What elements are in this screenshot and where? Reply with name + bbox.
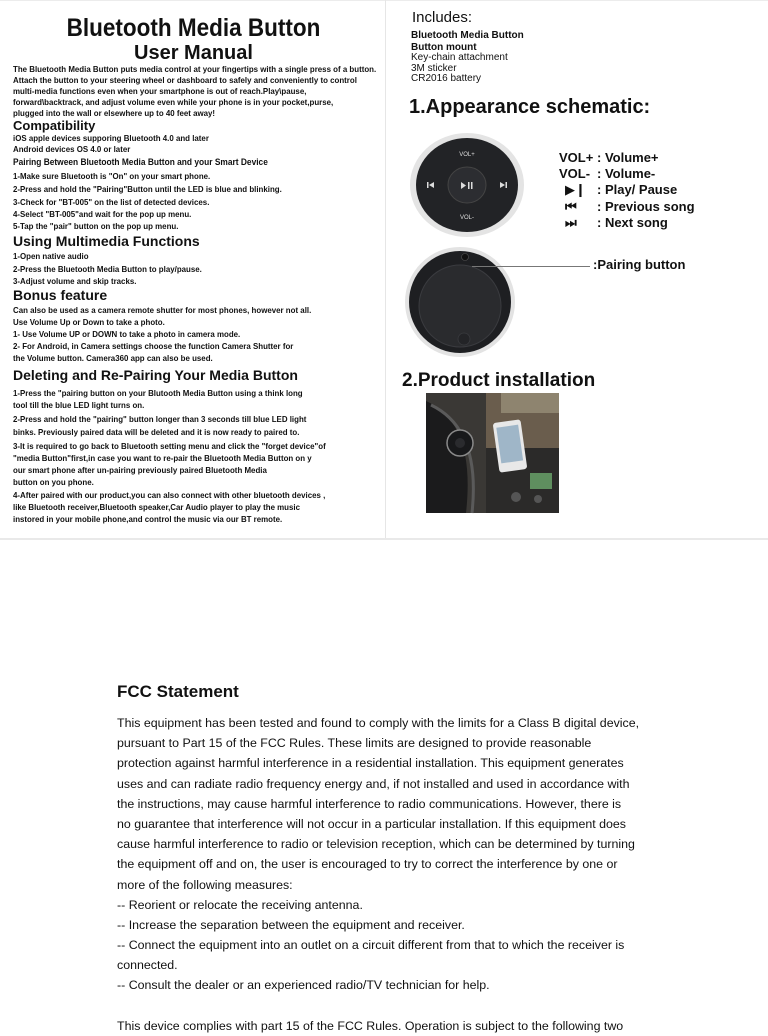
pairing-heading: Pairing Between Bluetooth Media Button and your Smart Device <box>13 157 268 167</box>
delete-line: 4-After paired with our product,you can also connect with other bluetooth devices , <box>13 490 326 500</box>
remote-center-button <box>448 167 486 203</box>
installation-heading: 2.Product installation <box>402 370 596 391</box>
bonus-heading: Bonus feature <box>13 287 108 303</box>
fcc-line: the equipment off and on, the user is encouraged to try to correct the interference by one or <box>117 857 618 872</box>
delete-line: our smart phone after un-pairing previously paired Bluetooth Media <box>13 465 267 475</box>
manual-left-column <box>1 0 386 540</box>
photo-console-knob <box>534 495 542 503</box>
fcc-line: uses and can radiate radio frequency energy and, if not installed and used in accordance with <box>117 776 630 791</box>
pairing-pointer-line <box>472 266 590 267</box>
pairing-button-hole <box>462 254 469 261</box>
photo-window <box>501 393 559 413</box>
fcc-line: -- Reorient or relocate the receiving antenna. <box>117 897 363 912</box>
media-button-front-drawing <box>409 133 525 239</box>
pairing-step: 1-Make sure Bluetooth is "On" on your smart phone. <box>13 171 211 181</box>
includes-item: Bluetooth Media Button <box>411 30 524 41</box>
vol-down-label: VOL- <box>459 215 475 221</box>
delete-line: like Bluetooth receiver,Bluetooth speaker,Car Audio player to play the music <box>13 502 301 512</box>
appearance-heading: 1.Appearance schematic: <box>409 96 651 118</box>
photo-console-knob <box>511 492 521 502</box>
fcc-line: protection against harmful interference in a residential installation. This equipment generates <box>117 756 624 771</box>
compatibility-heading: Compatibility <box>13 118 96 133</box>
intro-line: Attach the button to your steering wheel or dashboard to safely and conveniently to control <box>13 75 357 85</box>
legend-desc: : Previous song <box>597 199 695 214</box>
delete-line: 2-Press and hold the "pairing" button longer than 3 seconds till blue LED light <box>13 414 307 424</box>
bonus-line: 2- For Android, in Camera settings choose the function Camera Shutter for <box>13 341 294 351</box>
play-pause-icon: ▶❙ <box>565 182 586 197</box>
pairing-step: 5-Tap the "pair" button on the pop up menu. <box>13 221 179 231</box>
installation-photo <box>426 393 559 513</box>
bonus-line: Use Volume Up or Down to take a photo. <box>13 317 165 327</box>
fcc-line: pursuant to Part 15 of the FCC Rules. These limits are designed to provide reasonable <box>117 736 592 751</box>
intro-line: The Bluetooth Media Button puts media control at your fingertips with a single press of a button. <box>13 64 377 74</box>
fcc-line <box>117 996 677 1016</box>
photo-media-button-center <box>455 438 465 448</box>
delete-line: "media Button"first,in case you want to re-pair the Bluetooth Media Button on y <box>13 453 312 463</box>
legend-desc: : Next song <box>597 215 668 230</box>
next-icon: ⏭ <box>565 215 577 230</box>
fcc-line: -- Increase the separation between the equipment and receiver. <box>117 917 465 932</box>
fcc-line: more of the following measures: <box>117 877 293 892</box>
legend-desc: : Volume- <box>597 166 656 181</box>
delete-line: 3-It is required to go back to Bluetooth setting menu and click the "forget device"of <box>13 441 326 451</box>
legend-desc: : Play/ Pause <box>597 182 678 197</box>
manual-bottom-border <box>0 538 768 540</box>
includes-item: 3M sticker <box>411 63 457 74</box>
pairing-step: 2-Press and hold the "Pairing"Button until the LED is blue and blinking. <box>13 184 282 194</box>
multimedia-heading: Using Multimedia Functions <box>13 233 200 249</box>
fcc-body <box>117 713 677 1036</box>
fcc-line: the instructions, may cause harmful interference to radio communications. However, there is <box>117 796 622 811</box>
fcc-line: connected. <box>117 958 178 973</box>
bonus-line: 1- Use Volume UP or DOWN to take a photo in camera mode. <box>13 329 241 339</box>
intro-line: forward\backtrack, and adjust volume even while your phone is in your pocket,purse, <box>13 97 334 107</box>
compatibility-line: iOS apple devices supporing Bluetooth 4.0 and later <box>13 133 209 143</box>
fcc-line: no guarantee that interference will not occur in a particular installation. If this equipment does <box>117 816 626 831</box>
pairing-button-label: :Pairing button <box>593 257 686 272</box>
includes-item: CR2016 battery <box>411 73 482 84</box>
legend-previous <box>559 199 695 215</box>
manual-title: Bluetooth Media Button <box>66 14 321 42</box>
legend-next <box>559 215 668 231</box>
photo-console-screen <box>530 473 552 489</box>
intro-line: plugged into the wall or elsewhere up to 40 feet away! <box>13 108 216 118</box>
multimedia-step: 2-Press the Bluetooth Media Button to play/pause. <box>13 264 202 274</box>
delete-line: 1-Press the "pairing button on your Blutooth Media Button using a think long <box>13 388 303 398</box>
fcc-line: -- Connect the equipment into an outlet on a circuit different from that to which the receiver is <box>117 938 625 953</box>
legend-key: VOL- <box>559 166 591 181</box>
multimedia-step: 1-Open native audio <box>13 251 89 261</box>
includes-item: Key-chain attachment <box>411 52 508 63</box>
fcc-line: This equipment has been tested and found to comply with the limits for a Class B digital device, <box>117 716 640 730</box>
fcc-title: FCC Statement <box>117 682 239 701</box>
delete-line: instored in your mobile phone,and control the music via our BT remote. <box>13 514 283 524</box>
legend-vol-down <box>559 166 655 181</box>
bonus-line: the Volume button. Camera360 app can also be used. <box>13 353 213 363</box>
pairing-step: 4-Select "BT-005"and wait for the pop up menu. <box>13 209 192 219</box>
fcc-line: -- Consult the dealer or an experienced radio/TV technician for help. <box>117 978 490 993</box>
legend-desc: : Volume+ <box>597 150 659 165</box>
back-notch <box>458 333 470 345</box>
multimedia-step: 3-Adjust volume and skip tracks. <box>13 276 137 286</box>
vol-up-label: VOL+ <box>459 152 475 158</box>
includes-heading: Includes: <box>412 9 473 26</box>
intro-line: multi-media functions even when your smartphone is out of reach.Play\pause, <box>13 86 307 96</box>
media-button-back-drawing <box>404 246 516 358</box>
pairing-step: 3-Check for "BT-005" on the list of detected devices. <box>13 197 210 207</box>
bonus-line: Can also be used as a camera remote shutter for most phones, however not all. <box>13 305 312 315</box>
compatibility-line: Android devices OS 4.0 or later <box>13 144 131 154</box>
legend-key: VOL+ <box>559 150 594 165</box>
fcc-line: This device complies with part 15 of the FCC Rules. Operation is subject to the following two <box>117 1018 624 1033</box>
fcc-line: cause harmful interference to radio or television reception, which can be determined by turning <box>117 837 635 852</box>
manual-subtitle: User Manual <box>134 42 253 64</box>
legend-play-pause <box>559 182 677 198</box>
includes-item: Button mount <box>411 42 477 53</box>
delete-heading: Deleting and Re-Pairing Your Media Button <box>13 367 298 383</box>
delete-line: binks. Previously paired data will be deleted and it is now ready to paired to. <box>13 427 300 437</box>
legend-vol-up <box>559 150 659 165</box>
previous-icon: ⏮ <box>565 199 577 214</box>
delete-line: button on you phone. <box>13 477 94 487</box>
delete-line: tool till the blue LED light turns on. <box>13 400 145 410</box>
